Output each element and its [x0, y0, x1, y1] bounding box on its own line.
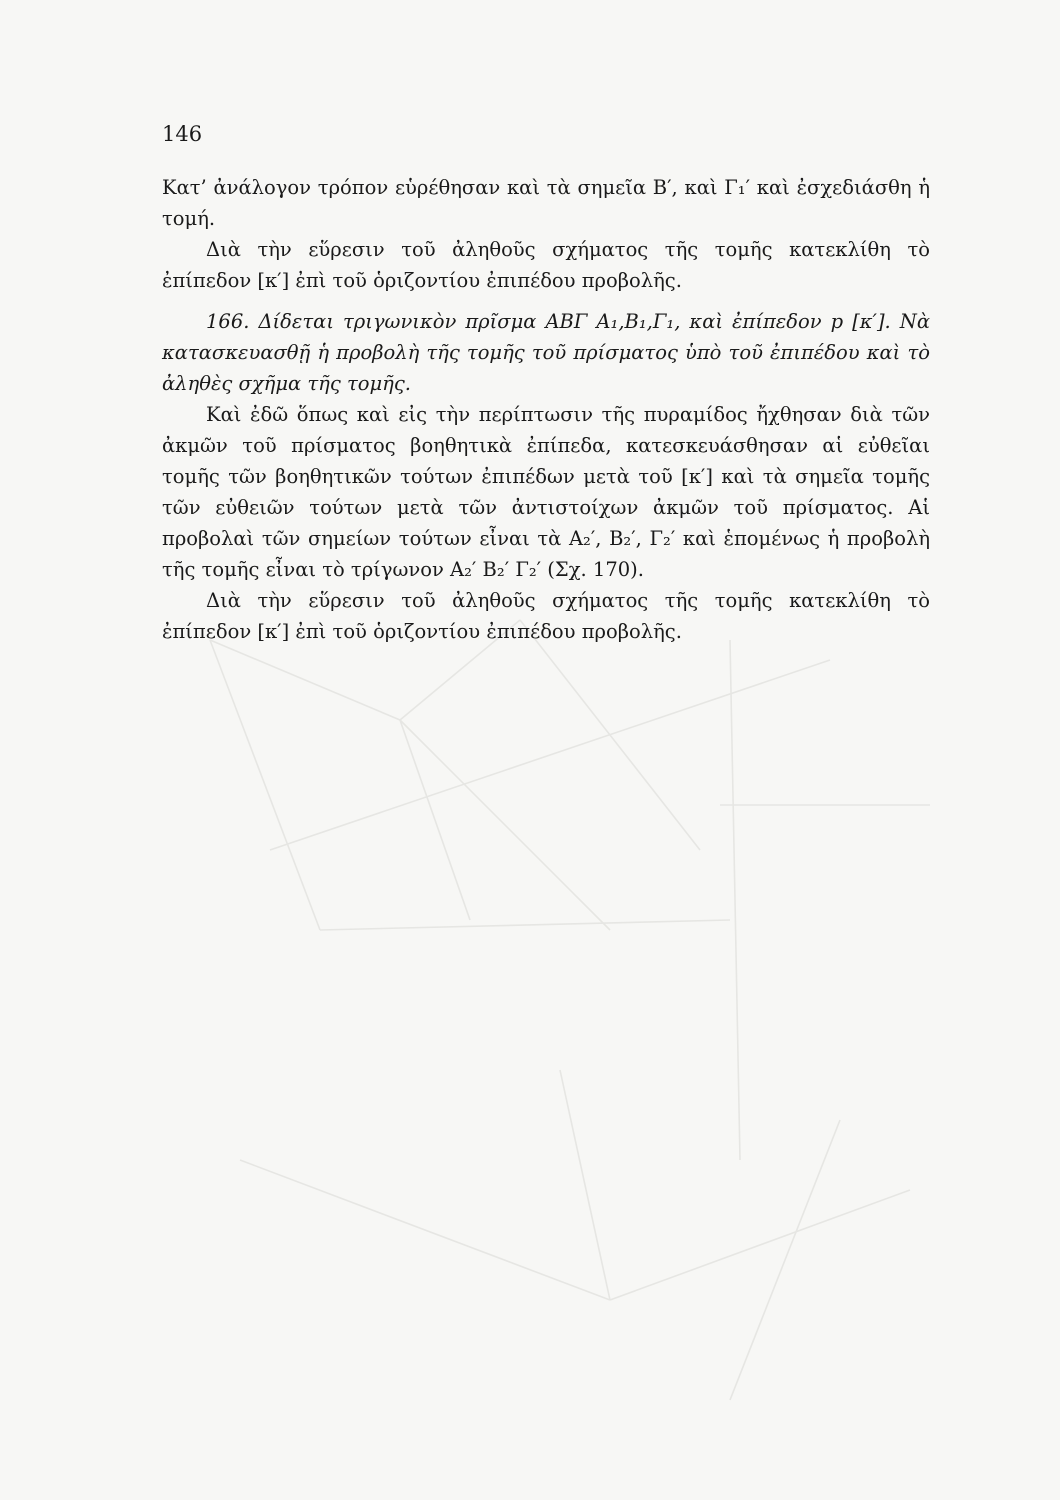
paragraph: Διὰ τὴν εὕρεσιν τοῦ ἀληθοῦς σχήματος τῆς τομῆς κατεκλίθη τὸ ἐπίπεδον [κ′] ἐπὶ τοῦ ὁριζοντίου ἐπιπέδου προβολῆς.: [162, 238, 930, 292]
page-number: 146: [162, 122, 203, 146]
paragraph: Κατ’ ἀνάλογον τρόπον εὑρέθησαν καὶ τὰ σημεῖα Β′, καὶ Γ₁′ καὶ ἐσχεδιάσθη ἡ τομή.: [162, 176, 930, 230]
reverse-side-bleed-through: [140, 600, 960, 1420]
paragraph: Διὰ τὴν εὕρεσιν τοῦ ἀληθοῦς σχήματος τῆς τομῆς κατεκλίθη τὸ ἐπίπεδον [κ′] ἐπὶ τοῦ ὁριζοντίου ἐπιπέδου προβολῆς.: [162, 589, 930, 643]
paragraph: Καὶ ἐδῶ ὅπως καὶ εἰς τὴν περίπτωσιν τῆς πυραμίδος ἤχθησαν διὰ τῶν ἀκμῶν τοῦ πρίσματος βοηθητικὰ ἐπίπεδα, κατεσκευάσθησαν αἱ εὐθεῖαι τομῆς τῶν βοηθητικῶν τούτων ἐπιπέδων μετὰ τοῦ [κ′] καὶ τὰ σημεῖα τομῆς τῶν εὐθειῶν τούτων μετὰ τῶν ἀντιστοίχων ἀκμῶν τοῦ πρίσματος. Αἱ προβολαὶ τῶν σημείων τούτων εἶναι τὰ Α₂′, Β₂′, Γ₂′ καὶ ἑπομένως ἡ προβολὴ τῆς τομῆς εἶναι τὸ τρίγωνον Α₂′ Β₂′ Γ₂′ (Σχ. 170).: [162, 403, 930, 581]
problem-statement: 166. Δίδεται τριγωνικὸν πρῖσμα ΑΒΓ Α₁,Β₁,Γ₁, καὶ ἐπίπεδον p [κ′]. Νὰ κατασκευασθῇ ἡ προβολὴ τῆς τομῆς τοῦ πρίσματος ὑπὸ τοῦ ἐπιπέδου καὶ τὸ ἀληθὲς σχῆμα τῆς τομῆς.: [162, 310, 930, 395]
body-text: [162, 172, 930, 647]
